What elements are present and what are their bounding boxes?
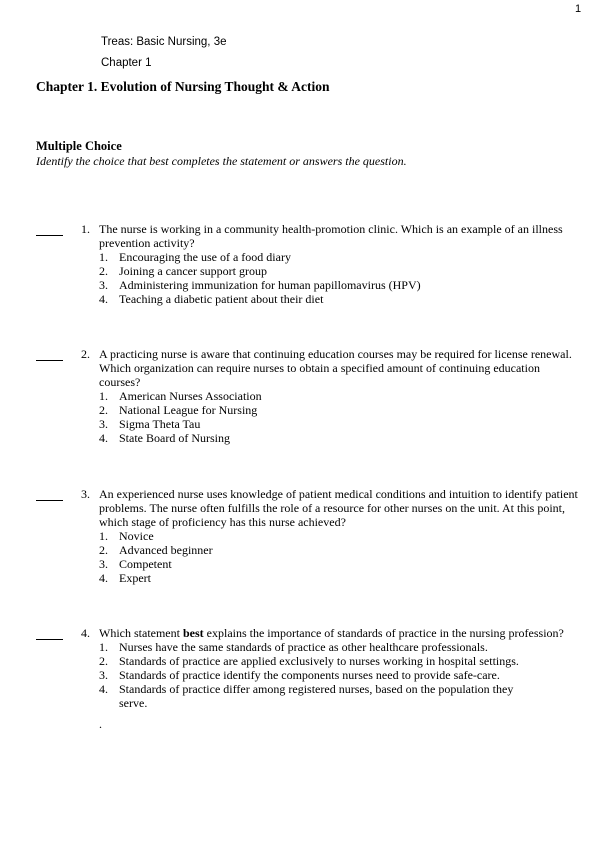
choice-item bbox=[99, 529, 581, 543]
choice-number: 2. bbox=[99, 543, 108, 557]
choice-item bbox=[99, 543, 581, 557]
choice-number: 1. bbox=[99, 389, 108, 403]
choice-number: 3. bbox=[99, 668, 108, 682]
question-text: The nurse is working in a community health-promotion clinic. Which is an example of an illness prevention activity? bbox=[99, 222, 563, 250]
choice-text: Administering immunization for human papillomavirus (HPV) bbox=[119, 278, 421, 292]
choice-item bbox=[99, 571, 581, 585]
choice-item bbox=[99, 403, 581, 417]
choice-text: Expert bbox=[119, 571, 151, 585]
question-text: A practicing nurse is aware that continuing education courses may be required for license renewal. Which organization can require nurses to obtain a specified amount of continuing education courses? bbox=[99, 347, 572, 389]
chapter-title: Chapter 1. Evolution of Nursing Thought & Action bbox=[36, 79, 330, 94]
question-number: 3. bbox=[81, 487, 90, 501]
choice-number: 4. bbox=[99, 682, 108, 696]
question-text bbox=[99, 626, 581, 640]
choice-item bbox=[99, 640, 581, 654]
question-text-start: Which statement bbox=[99, 626, 183, 640]
choice-item bbox=[99, 278, 581, 292]
choice-number: 3. bbox=[99, 278, 108, 292]
question-number: 1. bbox=[81, 222, 90, 236]
choice-item bbox=[99, 668, 581, 682]
choice-text: State Board of Nursing bbox=[119, 431, 230, 445]
question-1 bbox=[36, 222, 581, 306]
question-number: 4. bbox=[81, 626, 90, 640]
choice-number: 3. bbox=[99, 417, 108, 431]
section-instructions: Identify the choice that best completes the statement or answers the question. bbox=[36, 154, 407, 168]
choice-number: 3. bbox=[99, 557, 108, 571]
choice-item bbox=[99, 250, 581, 264]
choice-number: 2. bbox=[99, 654, 108, 668]
chapter-label: Chapter 1 bbox=[101, 57, 152, 69]
choice-text: Teaching a diabetic patient about their diet bbox=[119, 292, 324, 306]
question-3 bbox=[36, 487, 581, 585]
choice-number: 1. bbox=[99, 529, 108, 543]
section-title: Multiple Choice bbox=[36, 139, 122, 153]
question-number: 2. bbox=[81, 347, 90, 361]
choice-text: Sigma Theta Tau bbox=[119, 417, 201, 431]
choice-number: 2. bbox=[99, 264, 108, 278]
choice-text: National League for Nursing bbox=[119, 403, 258, 417]
answer-blank[interactable] bbox=[36, 222, 63, 236]
book-title: Treas: Basic Nursing, 3e bbox=[101, 36, 227, 48]
choice-number: 4. bbox=[99, 571, 108, 585]
choice-list bbox=[99, 250, 581, 306]
choice-list bbox=[99, 389, 581, 445]
trailing-mark: . bbox=[99, 717, 102, 731]
choice-item bbox=[99, 682, 581, 710]
choice-item bbox=[99, 654, 581, 668]
choice-text: Joining a cancer support group bbox=[119, 264, 267, 278]
choice-list bbox=[99, 529, 581, 585]
choice-number: 2. bbox=[99, 403, 108, 417]
choice-list bbox=[99, 640, 581, 710]
answer-blank[interactable] bbox=[36, 487, 63, 501]
question-text: An experienced nurse uses knowledge of patient medical conditions and intuition to identify patient problems. The nurse often fulfills the role of a resource for other nurses on the unit. At this point, which stage of proficiency has this nurse achieved? bbox=[99, 487, 578, 529]
choice-number: 4. bbox=[99, 431, 108, 445]
choice-text: Nurses have the same standards of practice as other healthcare professionals. bbox=[119, 640, 488, 654]
choice-item bbox=[99, 389, 581, 403]
choice-text: Advanced beginner bbox=[119, 543, 213, 557]
choice-text: Novice bbox=[119, 529, 154, 543]
question-emphasis: best bbox=[182, 626, 204, 640]
choice-text: Standards of practice differ among registered nurses, based on the population they serve. bbox=[119, 682, 514, 710]
choice-item bbox=[99, 431, 581, 445]
choice-text: Standards of practice identify the components nurses need to provide safe-care. bbox=[119, 668, 500, 682]
choice-number: 1. bbox=[99, 250, 108, 264]
choice-text: American Nurses Association bbox=[119, 389, 262, 403]
answer-blank[interactable] bbox=[36, 347, 63, 361]
question-2 bbox=[36, 347, 581, 445]
choice-number: 1. bbox=[99, 640, 108, 654]
choice-number: 4. bbox=[99, 292, 108, 306]
choice-item bbox=[99, 417, 581, 431]
question-text-end: explains the importance of standards of practice in the nursing profession? bbox=[203, 626, 564, 640]
question-4 bbox=[36, 626, 581, 710]
choice-text: Encouraging the use of a food diary bbox=[119, 250, 291, 264]
choice-item bbox=[99, 557, 581, 571]
page-number: 1 bbox=[575, 3, 582, 15]
choice-text: Competent bbox=[119, 557, 172, 571]
answer-blank[interactable] bbox=[36, 626, 63, 640]
choice-item bbox=[99, 264, 581, 278]
choice-item bbox=[99, 292, 581, 306]
choice-text: Standards of practice are applied exclusively to nurses working in hospital settings. bbox=[119, 654, 519, 668]
